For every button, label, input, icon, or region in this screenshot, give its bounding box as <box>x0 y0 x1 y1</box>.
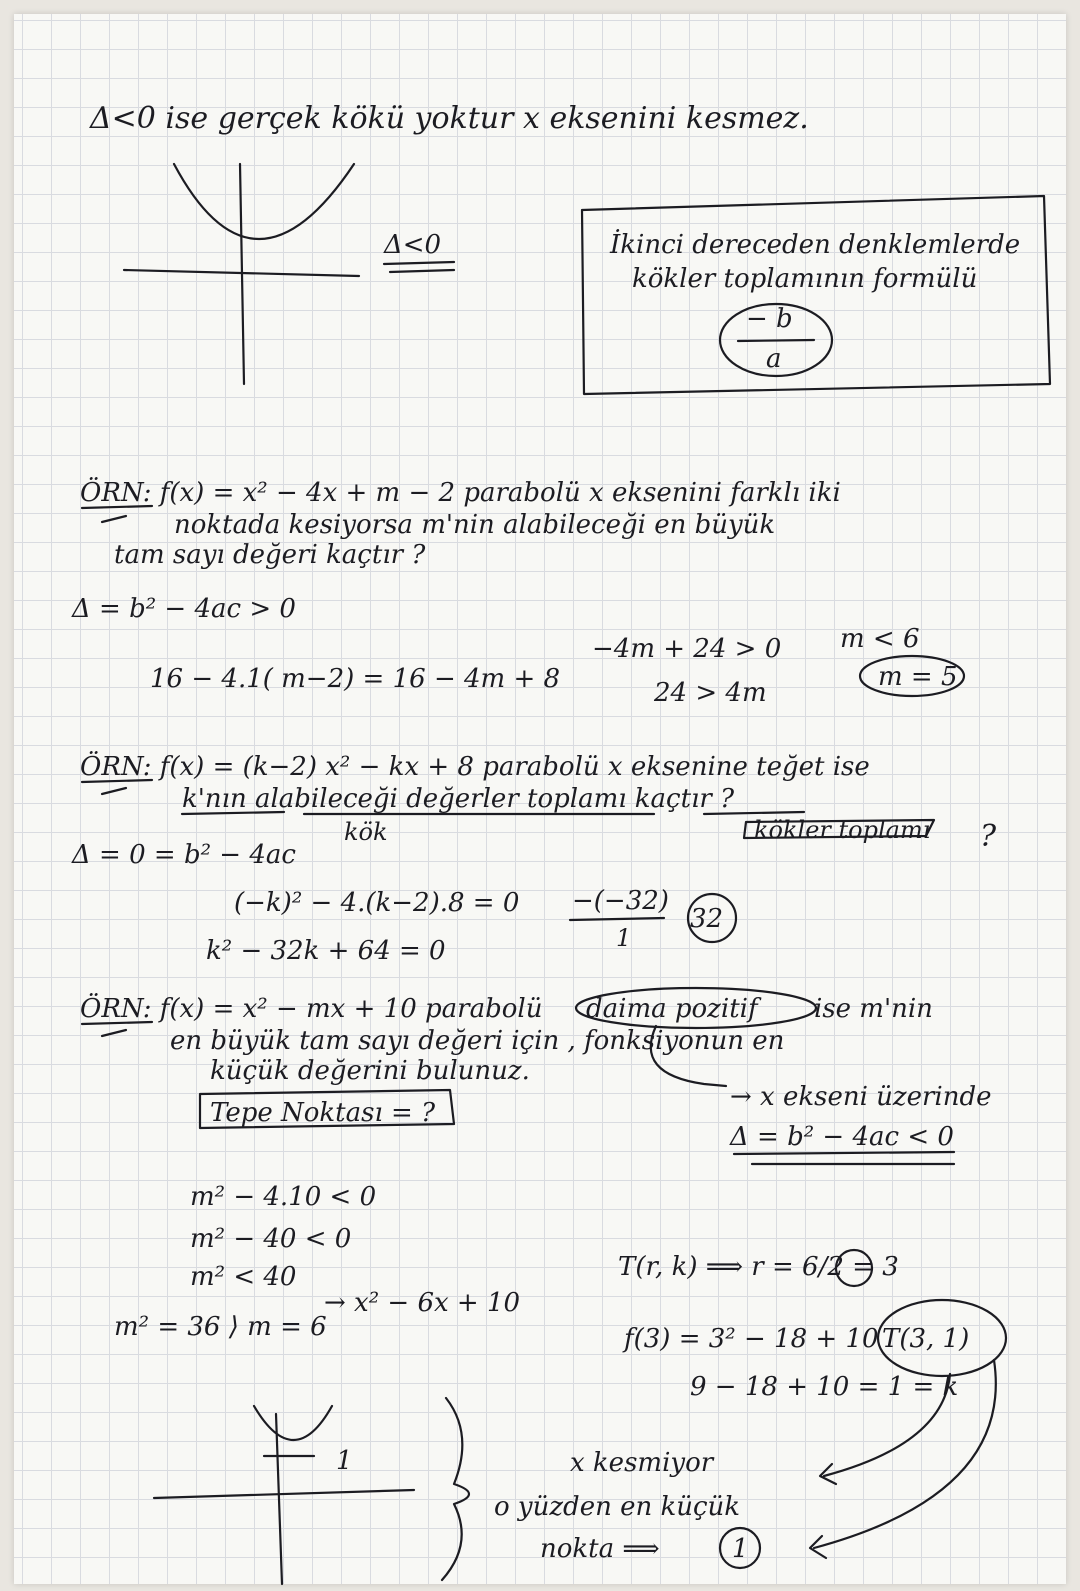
ex3-c2: o yüzden en küçük <box>494 1492 741 1522</box>
ex2-answer: 32 <box>690 904 724 934</box>
ex3-s2: m² − 40 < 0 <box>190 1224 352 1254</box>
ex1-line3: tam sayı değeri kaçtır ? <box>114 540 426 570</box>
graph-label: Δ<0 <box>384 230 442 260</box>
ex3-line2: en büyük tam sayı değeri için , fonksiyonun en <box>170 1026 785 1056</box>
ex2-roots-sum-label: kökler toplamı <box>754 816 931 844</box>
ex2-line1: ÖRN: f(x) = (k−2) x² − kx + 8 parabolü x eksenine teğet ise <box>80 752 870 782</box>
notebook-page <box>14 14 1066 1584</box>
intro-line: Δ<0 ise gerçek kökü yoktur x eksenini kesmez. <box>90 101 809 136</box>
ex3-tepe: Tepe Noktası = ? <box>210 1098 436 1128</box>
ex3-arrow-note: → x ekseni üzerinde <box>730 1082 992 1112</box>
ex3-c-answer: 1 <box>732 1534 749 1564</box>
ex1-step2: 16 − 4.1( m−2) = 16 − 4m + 8 <box>150 664 561 694</box>
ex3-t-point: T(3, 1) <box>882 1324 970 1354</box>
ex1-step5: m < 6 <box>840 624 920 654</box>
ex3-line1: ÖRN: f(x) = x² − mx + 10 parabolü <box>80 994 543 1024</box>
ex3-graph-mark: 1 <box>336 1446 353 1476</box>
ex3-s1: m² − 4.10 < 0 <box>190 1182 377 1212</box>
ex3-highlight: daima pozitif <box>586 994 758 1024</box>
ex2-frac-num: −(−32) <box>572 886 669 916</box>
ex1-step3: −4m + 24 > 0 <box>592 634 782 664</box>
ex2-step1: Δ = 0 = b² − 4ac <box>72 840 296 870</box>
ex3-delta-cond: Δ = b² − 4ac < 0 <box>730 1122 954 1152</box>
note-line2: kökler toplamının formülü <box>632 264 978 294</box>
ex3-graph-and-arrows <box>14 14 1066 1584</box>
note-line1: İkinci dereceden denklemlerde <box>610 230 1021 260</box>
formula-numerator: − b <box>746 304 793 334</box>
ex2-step3: k² − 32k + 64 = 0 <box>206 936 446 966</box>
formula-denominator: a <box>766 344 782 374</box>
ex2-step2: (−k)² − 4.(k−2).8 = 0 <box>234 888 520 918</box>
ex3-t1: T(r, k) ⟹ r = 6/2 = 3 <box>618 1252 899 1282</box>
ex2-question-mark: ? <box>980 819 997 854</box>
ex3-c1: x kesmiyor <box>570 1448 714 1478</box>
ex1-line1: ÖRN: f(x) = x² − 4x + m − 2 parabolü x eksenini farklı iki <box>80 478 841 508</box>
ex1-line2: noktada kesiyorsa m'nin alabileceği en büyük <box>174 510 776 540</box>
ex3-line1b: ise m'nin <box>814 994 933 1024</box>
ex3-line3: küçük değerini bulunuz. <box>210 1056 530 1086</box>
ex1-step4: 24 > 4m <box>654 678 767 708</box>
ex3-s3: m² < 40 <box>190 1262 297 1292</box>
ex3-c3: nokta ⟹ <box>540 1534 660 1564</box>
ex1-answer: m = 5 <box>878 662 958 692</box>
ex3-t3: 9 − 18 + 10 = 1 = k <box>690 1372 959 1402</box>
ex2-under-label: kök <box>344 818 388 846</box>
ex2-line2: k'nın alabileceği değerler toplamı kaçtır ? <box>182 784 735 814</box>
ex2-frac-den: 1 <box>616 924 632 952</box>
ex3-t2: f(3) = 3² − 18 + 10 <box>624 1324 879 1354</box>
ex3-s5: → x² − 6x + 10 <box>324 1288 521 1318</box>
ex3-s4: m² = 36 ⟩ m = 6 <box>114 1312 327 1342</box>
ex1-step1: Δ = b² − 4ac > 0 <box>72 594 296 624</box>
